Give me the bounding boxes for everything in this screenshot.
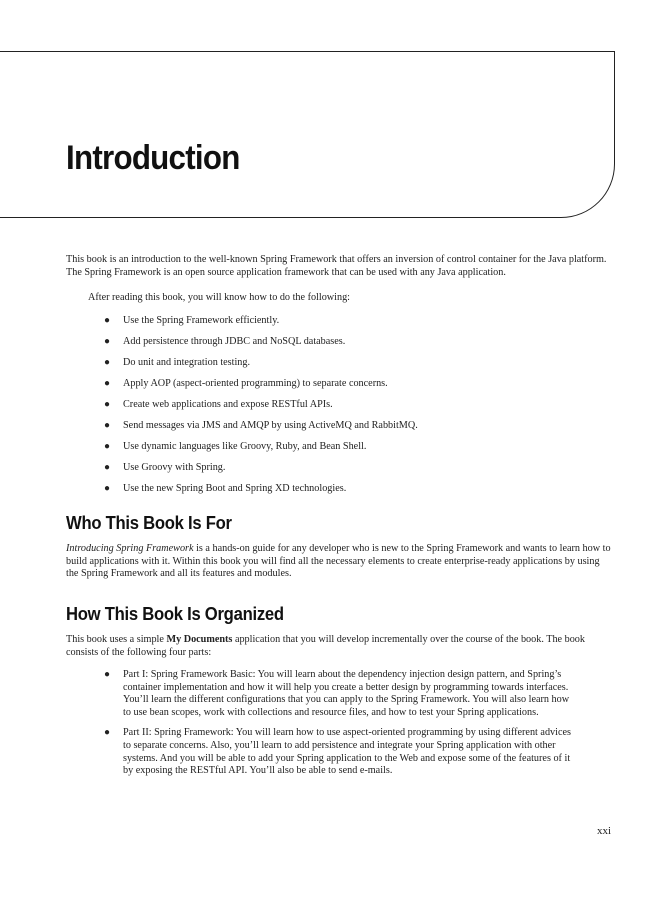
list-item: ● Create web applications and expose RESTful APIs. xyxy=(104,399,333,410)
list-item: ● Do unit and integration testing. xyxy=(104,357,251,368)
list-item: ● Add persistence through JDBC and NoSQL databases. xyxy=(104,336,346,347)
bullet-icon: ● xyxy=(104,420,111,431)
who-heading: Who This Book Is For xyxy=(66,512,232,533)
list-item: ● Part II: Spring Framework: You will learn how to use aspect-oriented programming by using different advices to separate concerns. Also, you’ll learn to add persistence and integrate your Spring application with other systems. And you will be able to add your Spring application to the Web and expose some of the features of it by exposing the RESTful API. You’ll also be able to send e-mails. xyxy=(104,727,571,777)
parts-list xyxy=(104,669,574,778)
bullet-icon: ● xyxy=(104,315,111,326)
list-item: ● Part I: Spring Framework Basic: You will learn about the dependency injection design pattern, and Spring’s container implementation and how it will help you create a better design by programming towards interfaces. You’ll learn the different configurations that you can apply to the Spring Framework. You will also learn how to use bean scopes, work with collections and resource files, and how to test your Spring applications. xyxy=(104,669,570,718)
list-item: ● Apply AOP (aspect-oriented programming) to separate concerns. xyxy=(104,378,388,389)
intro-lead-in: After reading this book, you will know how to do the following: xyxy=(88,292,351,303)
bullet-icon: ● xyxy=(104,669,111,680)
bullet-icon: ● xyxy=(104,336,111,347)
feature-list xyxy=(104,315,574,504)
bullet-icon: ● xyxy=(104,357,111,368)
list-item: ● Send messages via JMS and AMQP by using ActiveMQ and RabbitMQ. xyxy=(104,420,418,431)
bullet-icon: ● xyxy=(104,727,111,739)
how-heading: How This Book Is Organized xyxy=(66,603,284,624)
intro-paragraph: This book is an introduction to the well-known Spring Framework that offers an inversion of control container for the Java platform. The Spring Framework is an open source application framework that can be used with any Java application. xyxy=(66,254,607,278)
how-paragraph: This book uses a simple My Documents application that you will develop incrementally over the course of the book. The book consists of the following four parts: xyxy=(66,634,585,658)
bullet-icon: ● xyxy=(104,399,111,410)
page-number: xxi xyxy=(596,825,611,837)
bullet-icon: ● xyxy=(104,462,111,473)
app-name: My Documents xyxy=(166,634,233,645)
chapter-header-frame xyxy=(0,51,615,218)
list-item: ● Use Groovy with Spring. xyxy=(104,462,226,473)
bullet-icon: ● xyxy=(104,441,111,452)
bullet-icon: ● xyxy=(104,378,111,389)
book-title: Introducing Spring Framework xyxy=(66,543,194,554)
list-item: ● Use dynamic languages like Groovy, Ruby, and Bean Shell. xyxy=(104,441,367,452)
list-item: ● Use the Spring Framework efficiently. xyxy=(104,315,280,326)
chapter-title: Introduction xyxy=(66,139,240,177)
who-paragraph: Introducing Spring Framework is a hands-on guide for any developer who is new to the Spring Framework and wants to learn how to build applications with it. Within this book you will find all the necessary elements to create enterprise-ready applications by using the Spring Framework and all its features and modules. xyxy=(66,543,611,580)
list-item: ● Use the new Spring Boot and Spring XD technologies. xyxy=(104,483,347,494)
bullet-icon: ● xyxy=(104,483,111,494)
